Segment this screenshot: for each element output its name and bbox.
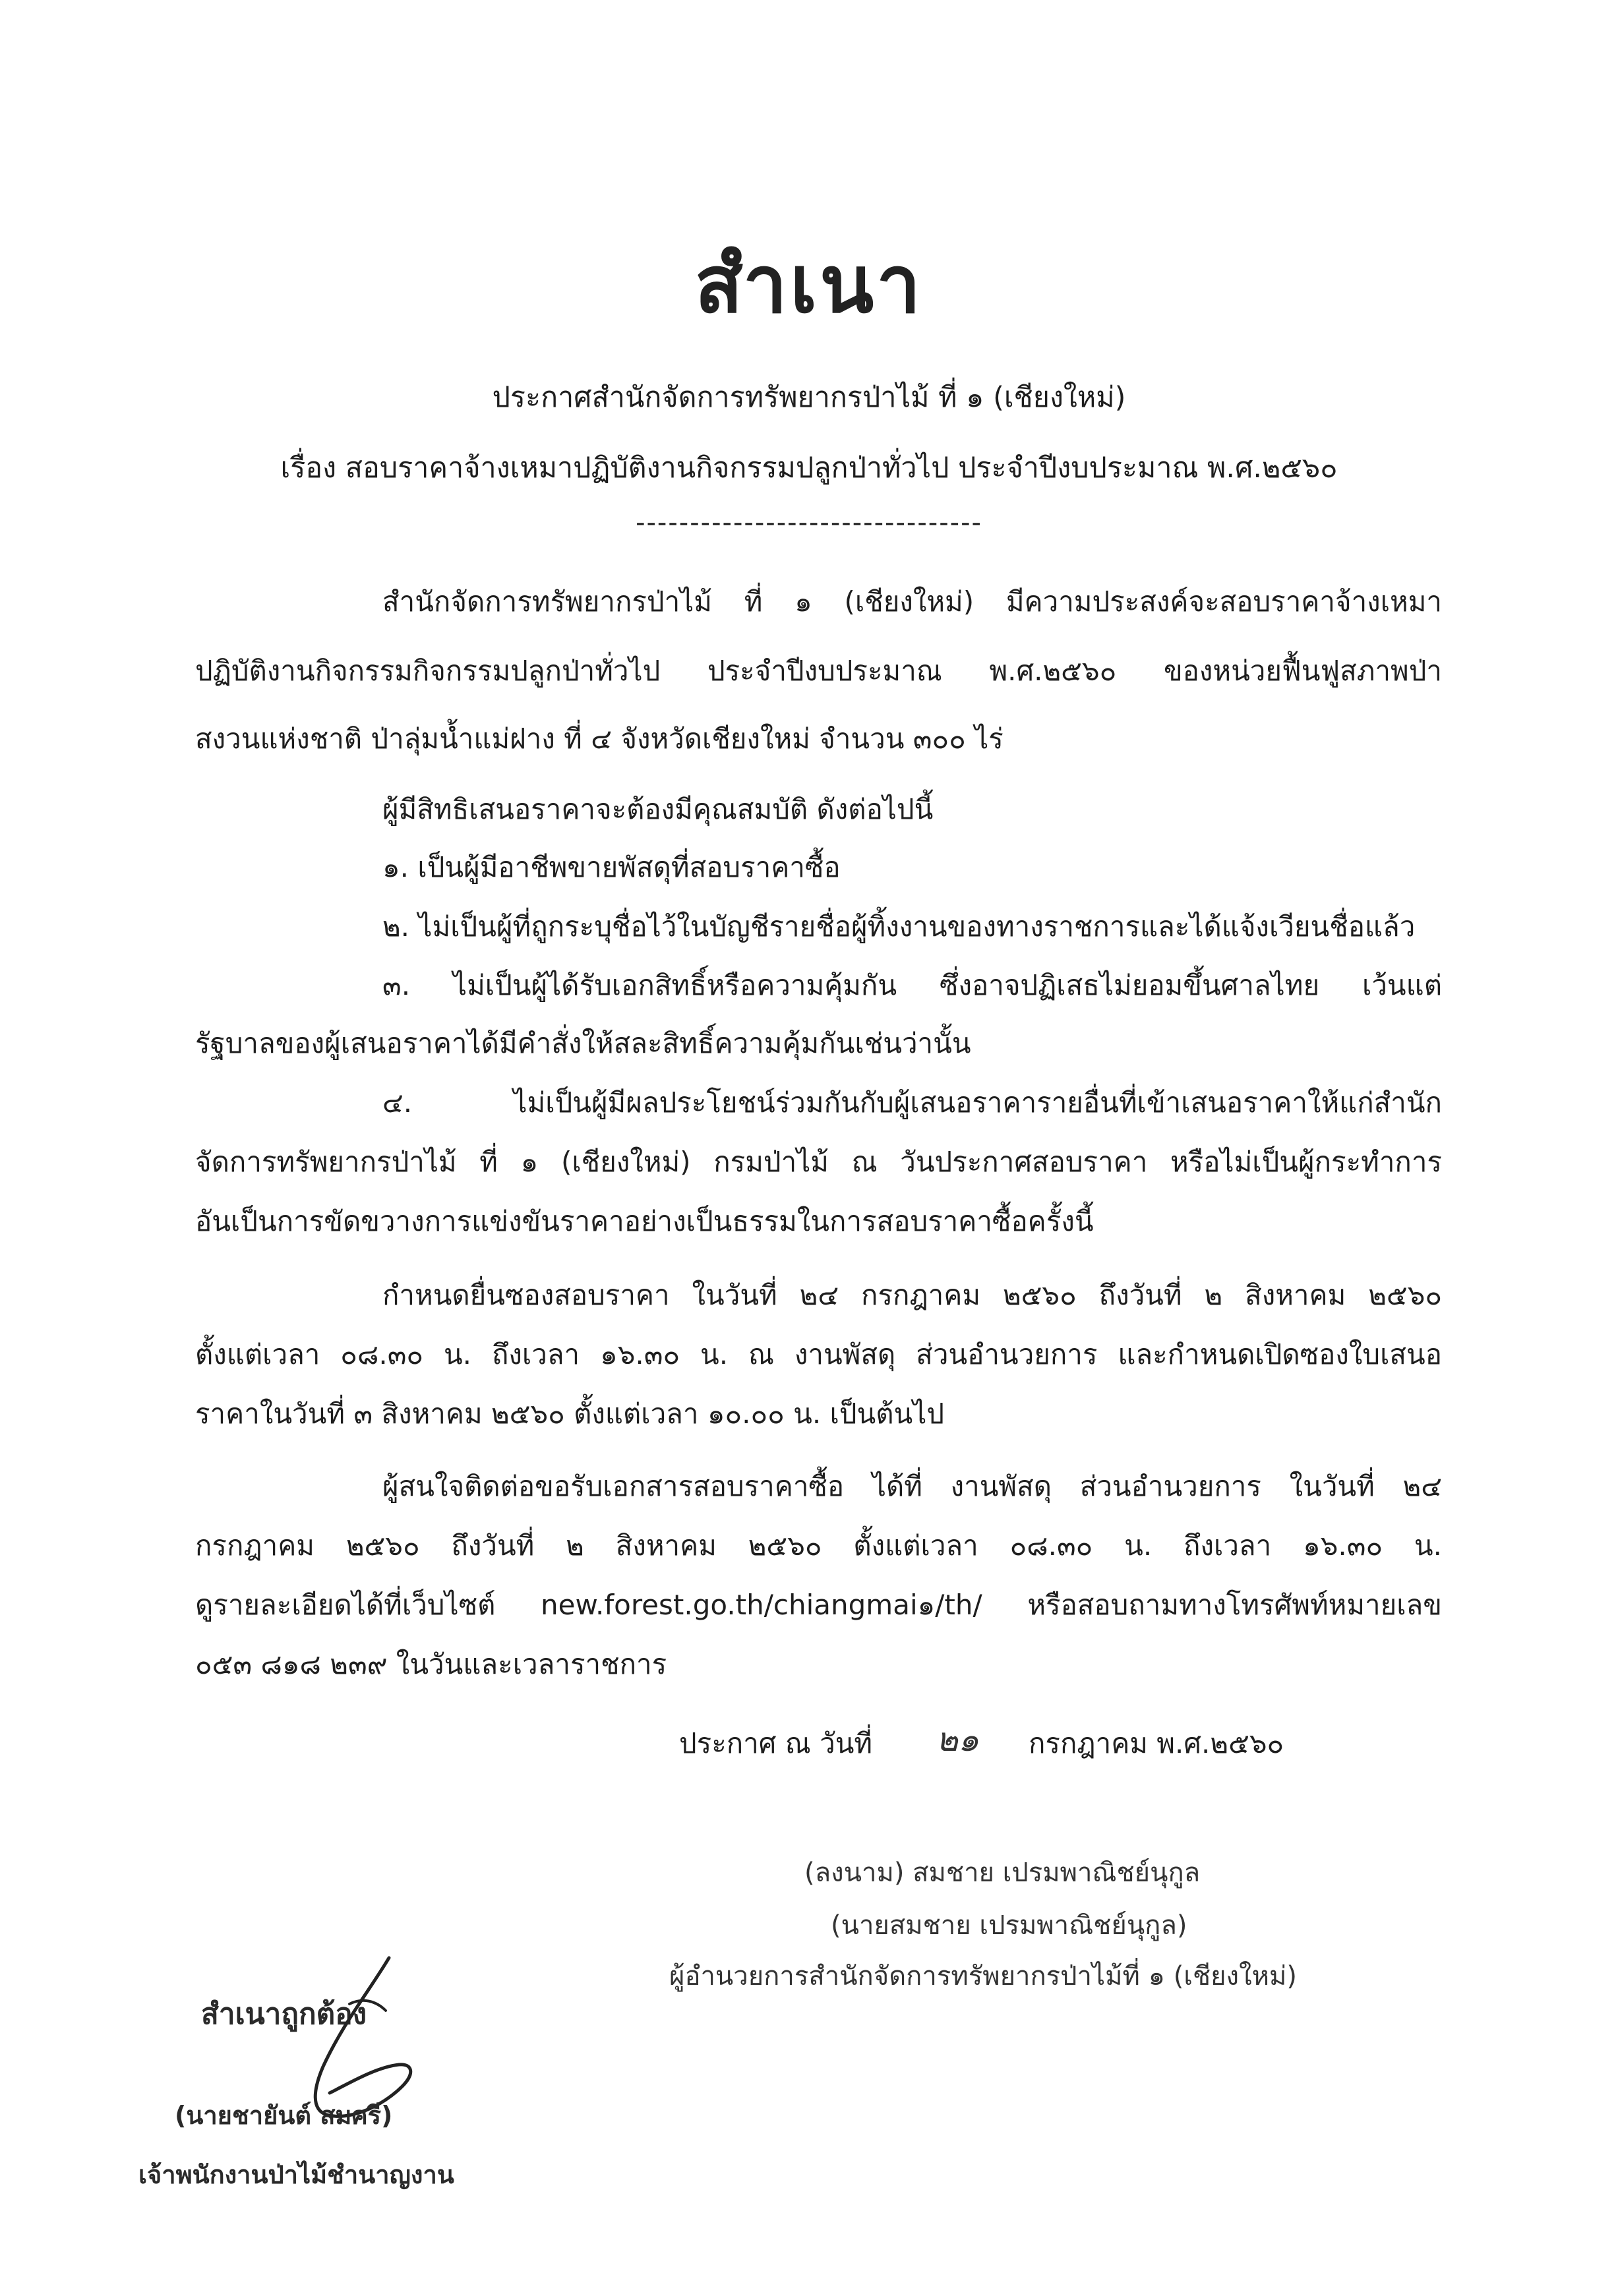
announcement-header: ประกาศสำนักจัดการทรัพยากรป่าไม้ ที่ ๑ (เชียงใหม่) [492, 381, 1126, 414]
qualification-3-line-1: ๓. ไม่เป็นผู้ได้รับเอกสิทธิ์หรือความคุ้มกัน ซึ่งอาจปฏิเสธไม่ยอมขึ้นศาลไทย เว้นแต่ [382, 969, 1442, 1001]
announcement-subject: เรื่อง สอบราคาจ้างเหมาปฏิบัติงานกิจกรรมปลูกป่าทั่วไป ประจำปีงบประมาณ พ.ศ.๒๕๖๐ [280, 452, 1338, 485]
announce-date-day: ๒๑ [936, 1721, 979, 1759]
qualification-3-line-2: รัฐบาลของผู้เสนอราคาได้มีคำสั่งให้สละสิทธิ์ความคุ้มกันเช่นว่านั้น [195, 1027, 971, 1059]
intro-line-1: สำนักจัดการทรัพยากรป่าไม้ ที่ ๑ (เชียงใหม่) มีความประสงค์จะสอบราคาจ้างเหมา [382, 585, 1442, 618]
contact-line-2: กรกฎาคม ๒๕๖๐ ถึงวันที่ ๒ สิงหาคม ๒๕๖๐ ตั้งแต่เวลา ๐๘.๓๐ น. ถึงเวลา ๑๖.๓๐ น. [195, 1529, 1442, 1562]
signatory-name: (นายสมชาย เปรมพาณิชย์นุกูล) [831, 1910, 1187, 1941]
signatory-position: ผู้อำนวยการสำนักจัดการทรัพยากรป่าไม้ที่ ๑ (เชียงใหม่) [669, 1961, 1297, 1991]
copy-title: สำเนา [694, 239, 924, 331]
intro-line-2: ปฏิบัติงานกิจกรรมกิจกรรมปลูกป่าทั่วไป ประจำปีงบประมาณ พ.ศ.๒๕๖๐ ของหน่วยฟื้นฟูสภาพป่า [195, 655, 1442, 687]
certifier-position: เจ้าพนักงานป่าไม้ชำนาญงาน [138, 2160, 454, 2189]
contact-line-3: ดูรายละเอียดได้ที่เว็บไซต์ new.forest.go.th/chiangmai๑/th/ หรือสอบถามทางโทรศัพท์หมายเลข [195, 1589, 1442, 1621]
qualification-2: ๒. ไม่เป็นผู้ที่ถูกระบุชื่อไว้ในบัญชีรายชื่อผู้ทิ้งงานของทางราชการและได้แจ้งเวียนชื่อแล้ว [382, 910, 1416, 943]
signature-stroke [315, 1958, 410, 2116]
header-divider: -------------------------------- [636, 508, 982, 538]
qualification-1: ๑. เป็นผู้มีอาชีพขายพัสดุที่สอบราคาซื้อ [382, 851, 841, 883]
qualification-4-line-2: จัดการทรัพยากรป่าไม้ ที่ ๑ (เชียงใหม่) กรมป่าไม้ ณ วันประกาศสอบราคา หรือไม่เป็นผู้กระทำการ [195, 1146, 1442, 1178]
intro-line-3: สงวนแห่งชาติ ป่าลุ่มน้ำแม่ฝาง ที่ ๔ จังหวัดเชียงใหม่ จำนวน ๓๐๐ ไร่ [195, 722, 1004, 755]
qualification-4-line-3: อันเป็นการขัดขวางการแข่งขันราคาอย่างเป็นธรรมในการสอบราคาซื้อครั้งนี้ [195, 1205, 1094, 1237]
contact-line-4: ๐๕๓ ๘๑๘ ๒๓๙ ในวันและเวลาราชการ [195, 1648, 667, 1680]
announce-date-prefix: ประกาศ ณ วันที่ [679, 1727, 873, 1759]
certified-copy-stamp: สำเนาถูกต้อง [201, 1997, 367, 2031]
schedule-line-1: กำหนดยื่นซองสอบราคา ในวันที่ ๒๔ กรกฎาคม ๒๕๖๐ ถึงวันที่ ๒ สิงหาคม ๒๕๖๐ [382, 1279, 1442, 1311]
schedule-line-3: ราคาในวันที่ ๓ สิงหาคม ๒๕๖๐ ตั้งแต่เวลา ๑๐.๐๐ น. เป็นต้นไป [195, 1398, 945, 1430]
certifier-name: (นายชายันต์ สมศรี) [175, 2101, 393, 2130]
announce-date-suffix: กรกฎาคม พ.ศ.๒๕๖๐ [1029, 1727, 1284, 1759]
signed-line: (ลงนาม) สมชาย เปรมพาณิชย์นุกูล [804, 1858, 1201, 1888]
schedule-line-2: ตั้งแต่เวลา ๐๘.๓๐ น. ถึงเวลา ๑๖.๓๐ น. ณ งานพัสดุ ส่วนอำนวยการ และกำหนดเปิดซองใบเสนอ [195, 1338, 1442, 1370]
qualification-4-line-1: ๔. ไม่เป็นผู้มีผลประโยชน์ร่วมกันกับผู้เสนอราคารายอื่นที่เข้าเสนอราคาให้แก่สำนัก [382, 1086, 1442, 1119]
contact-line-1: ผู้สนใจติดต่อขอรับเอกสารสอบราคาซื้อ ได้ที่ งานพัสดุ ส่วนอำนวยการ ในวันที่ ๒๔ [382, 1470, 1442, 1502]
qualification-heading: ผู้มีสิทธิเสนอราคาจะต้องมีคุณสมบัติ ดังต่อไปนี้ [382, 793, 934, 825]
